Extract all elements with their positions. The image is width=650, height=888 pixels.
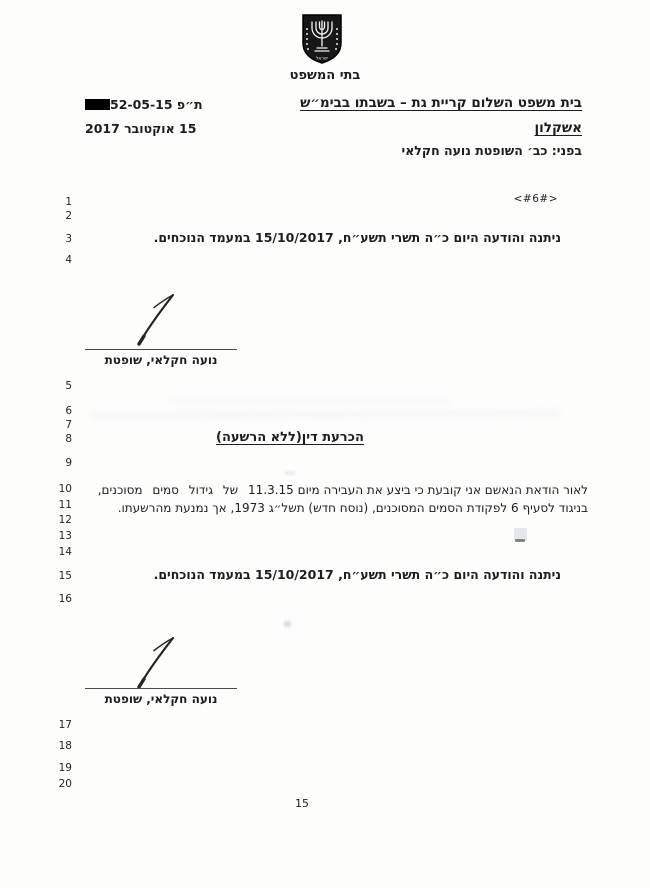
scan-smudge	[284, 621, 291, 627]
judge-signature-icon	[132, 629, 184, 697]
line-number: 10	[58, 483, 72, 495]
line-number: 17	[58, 719, 72, 731]
signature-line	[85, 349, 237, 350]
line-number: 16	[58, 593, 72, 605]
line-number: 15	[58, 570, 72, 582]
line-number: 2	[65, 210, 72, 222]
page-number: 15	[295, 797, 309, 810]
redaction-mark	[85, 99, 110, 110]
line-number: 20	[58, 778, 72, 790]
section-marker: <#6#>	[513, 193, 558, 205]
court-name-line2: אשקלון	[534, 120, 582, 136]
scan-smudge	[515, 539, 525, 542]
case-number-line	[85, 97, 203, 112]
line-number: 18	[58, 740, 72, 752]
judge-name-title: נועה חקלאי, שופטת	[104, 692, 218, 706]
svg-text:ישראל: ישראל	[315, 56, 329, 62]
case-type-label: ת״פ	[176, 97, 203, 112]
israel-state-emblem-icon	[299, 13, 345, 69]
line-number: 3	[65, 233, 72, 245]
line-number: 1	[65, 196, 72, 208]
verdict-heading: הכרעת דין(ללא הרשעה)	[216, 430, 364, 445]
case-number: 52-05-15	[110, 97, 173, 112]
decision-notice-1: ניתנה והודעה היום כ״ה תשרי תשע״ח, 15/10/2017 במעמד הנוכחים.	[153, 230, 561, 245]
line-number: 5	[65, 380, 72, 392]
before-judge-line: בפני: כב׳ השופטת נועה חקלאי	[401, 143, 582, 158]
signature-line	[85, 688, 237, 689]
verdict-paragraph-line1: לאור הודאת הנאשם אני קובעת כי ביצע את העבירה מיום 11.3.15 של גידול סמים מסוכנים,	[97, 483, 588, 497]
line-number: 11	[58, 499, 72, 511]
scan-smudge	[285, 471, 295, 475]
line-number: 6	[65, 405, 72, 417]
decision-notice-2: ניתנה והודעה היום כ״ה תשרי תשע״ח, 15/10/2017 במעמד הנוכחים.	[153, 567, 561, 582]
line-number: 19	[58, 762, 72, 774]
line-number: 9	[65, 457, 72, 469]
hearing-date: 15 אוקטובר 2017	[85, 121, 197, 136]
court-name-line1: בית משפט השלום קריית גת – בשבתו בבימ״ש	[300, 95, 582, 111]
line-number: 4	[65, 254, 72, 266]
judge-signature-icon	[132, 286, 184, 354]
line-number: 12	[58, 514, 72, 526]
scan-smudge	[90, 409, 560, 420]
line-number: 13	[58, 530, 72, 542]
courts-system-label: בתי המשפט	[289, 68, 361, 83]
verdict-paragraph-line2: בניגוד לסעיף 6 לפקודת הסמים המסוכנים, (נוסח חדש) תשל״ג 1973, אך נמנעת מהרשעתו.	[117, 501, 588, 515]
line-number: 7	[65, 419, 72, 431]
line-number: 8	[65, 433, 72, 445]
scan-smudge	[170, 398, 450, 404]
judge-name-title: נועה חקלאי, שופטת	[104, 353, 218, 367]
line-number: 14	[58, 546, 72, 558]
